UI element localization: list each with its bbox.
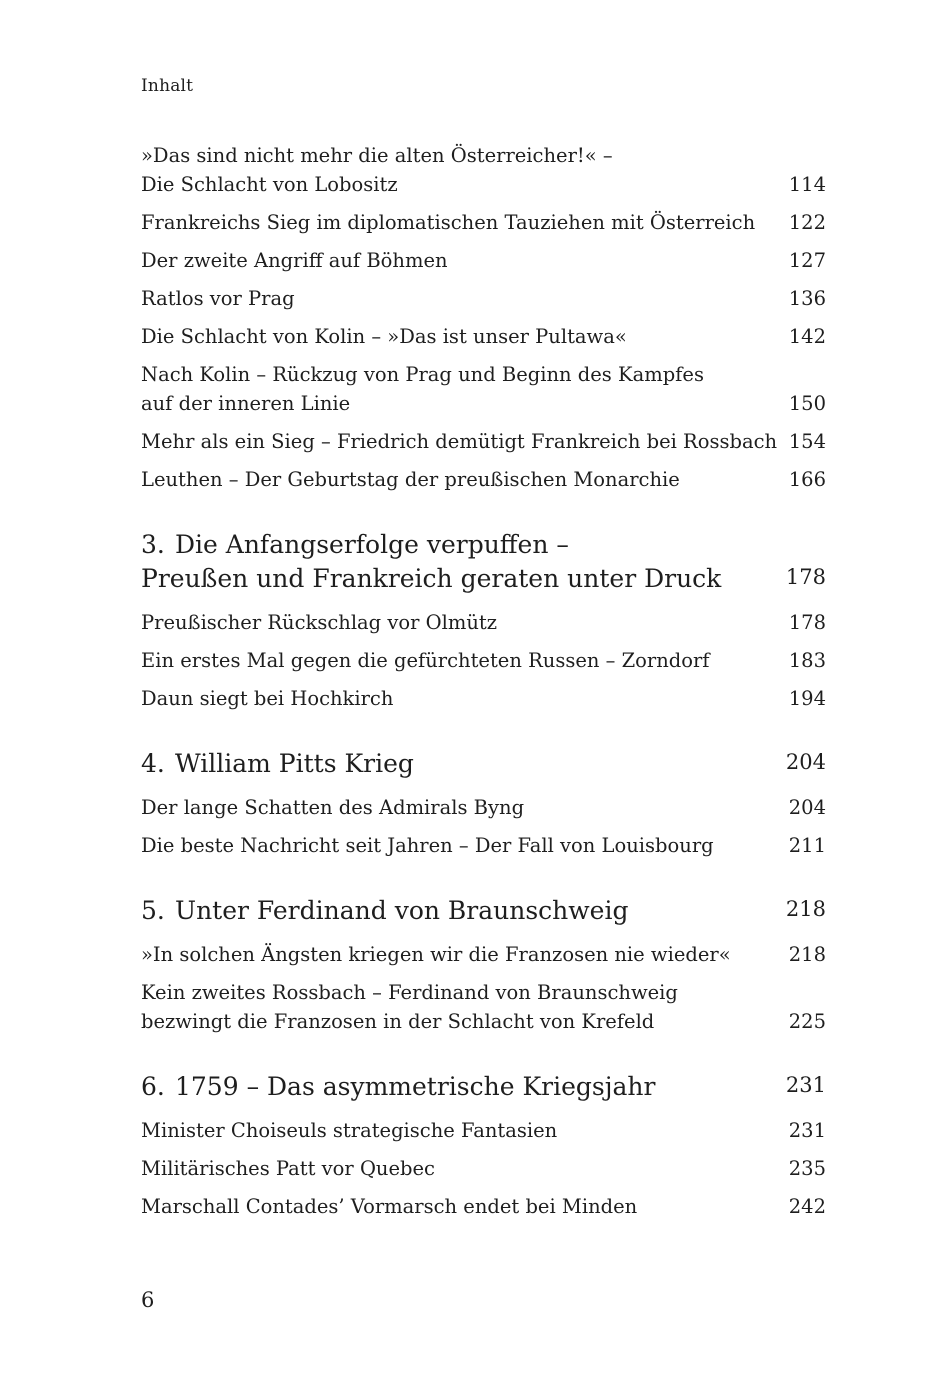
toc-title-line: Die Schlacht von Lobositz: [141, 173, 398, 196]
toc-page-number: 235: [788, 1157, 826, 1180]
toc-title-line: »Das sind nicht mehr die alten Österreicher!« –: [141, 144, 613, 167]
toc-page-number: 178: [788, 611, 826, 634]
toc-title-line: Marschall Contades’ Vormarsch endet bei Minden: [141, 1195, 638, 1218]
chapter-title: Die Anfangserfolge verpuffen –: [175, 530, 569, 559]
toc-chapter-entry: [141, 1070, 826, 1104]
toc-entry-title: [141, 646, 766, 675]
toc-entry: [141, 141, 826, 199]
toc-entry-title: [141, 360, 766, 418]
toc-page-number: 218: [785, 897, 826, 921]
toc-page-number: 142: [788, 325, 826, 348]
chapter-number: 3.: [141, 530, 165, 559]
toc-chapter-entry: [141, 894, 826, 928]
toc-entry-title: [141, 894, 766, 928]
toc-title-line: Die beste Nachricht seit Jahren – Der Fall von Louisbourg: [141, 834, 714, 857]
table-of-contents: [141, 141, 826, 1230]
toc-entry: [141, 1116, 826, 1145]
toc-title-line: Mehr als ein Sieg – Friedrich demütigt Frankreich bei Rossbach: [141, 430, 778, 453]
toc-title-line: Der zweite Angriff auf Böhmen: [141, 249, 448, 272]
running-head: Inhalt: [141, 76, 194, 96]
toc-entry-title: [141, 322, 766, 351]
toc-page-number: 183: [788, 649, 826, 672]
chapter-title: William Pitts Krieg: [175, 749, 414, 778]
toc-entry: [141, 646, 826, 675]
toc-entry-title: [141, 1192, 766, 1221]
toc-entry: [141, 940, 826, 969]
toc-entry-title: [141, 978, 766, 1036]
toc-entry-title: [141, 608, 766, 637]
toc-title-line: Nach Kolin – Rückzug von Prag und Beginn des Kampfes: [141, 363, 704, 386]
chapter-title: 1759 – Das asymmetrische Kriegsjahr: [175, 1072, 656, 1101]
toc-entry-title: [141, 831, 766, 860]
toc-title-line: Preußen und Frankreich geraten unter Druck: [141, 564, 722, 593]
toc-title-line: Preußischer Rückschlag vor Olmütz: [141, 611, 498, 634]
toc-entry: [141, 831, 826, 860]
toc-page-number: 204: [788, 796, 826, 819]
toc-page-number: 204: [785, 750, 826, 774]
toc-entry: [141, 465, 826, 494]
chapter-number: 5.: [141, 896, 165, 925]
toc-page-number: 218: [788, 943, 826, 966]
toc-title-line: [141, 894, 766, 928]
toc-title-line: Ein erstes Mal gegen die gefürchteten Russen – Zorndorf: [141, 649, 710, 672]
toc-entry-title: [141, 1070, 766, 1104]
toc-title-line: [141, 1070, 766, 1104]
toc-entry: [141, 427, 826, 456]
toc-entry-title: [141, 793, 766, 822]
toc-entry: [141, 360, 826, 418]
toc-chapter-entry: [141, 528, 826, 596]
toc-entry: [141, 684, 826, 713]
toc-page-number: 225: [788, 1010, 826, 1033]
toc-title-line: Leuthen – Der Geburtstag der preußischen Monarchie: [141, 468, 680, 491]
toc-entry-title: [141, 940, 766, 969]
toc-page-number: 127: [788, 249, 826, 272]
toc-title-line: Kein zweites Rossbach – Ferdinand von Braunschweig: [141, 981, 678, 1004]
toc-title-line: Ratlos vor Prag: [141, 287, 295, 310]
toc-entry-title: [141, 141, 766, 199]
toc-title-line: Militärisches Patt vor Quebec: [141, 1157, 435, 1180]
toc-page-number: 231: [788, 1119, 826, 1142]
toc-entry: [141, 608, 826, 637]
toc-page-number: 150: [788, 392, 826, 415]
toc-title-line: Frankreichs Sieg im diplomatischen Tauziehen mit Österreich: [141, 211, 756, 234]
toc-entry-title: [141, 427, 778, 456]
toc-page-number: 211: [788, 834, 826, 857]
chapter-title: Unter Ferdinand von Braunschweig: [175, 896, 629, 925]
toc-entry: [141, 978, 826, 1036]
toc-entry-title: [141, 528, 766, 596]
chapter-number: 4.: [141, 749, 165, 778]
toc-title-line: Der lange Schatten des Admirals Byng: [141, 796, 525, 819]
toc-title-line: auf der inneren Linie: [141, 392, 351, 415]
toc-entry: [141, 246, 826, 275]
toc-title-line: »In solchen Ängsten kriegen wir die Franzosen nie wieder«: [141, 943, 731, 966]
toc-entry: [141, 322, 826, 351]
toc-title-line: Die Schlacht von Kolin – »Das ist unser Pultawa«: [141, 325, 627, 348]
toc-entry: [141, 793, 826, 822]
page-number: 6: [141, 1288, 155, 1312]
toc-page-number: 154: [788, 430, 826, 453]
toc-page-number: 231: [785, 1073, 826, 1097]
toc-title-line: bezwingt die Franzosen in der Schlacht von Krefeld: [141, 1010, 655, 1033]
toc-title-line: [141, 528, 766, 562]
toc-page-number: 178: [785, 565, 826, 589]
toc-title-line: [141, 747, 766, 781]
toc-entry-title: [141, 208, 766, 237]
toc-chapter-entry: [141, 747, 826, 781]
toc-entry: [141, 1154, 826, 1183]
toc-page-number: 194: [788, 687, 826, 710]
toc-page-number: 122: [788, 211, 826, 234]
toc-entry-title: [141, 246, 766, 275]
toc-entry-title: [141, 684, 766, 713]
toc-entry-title: [141, 1154, 766, 1183]
toc-title-line: Minister Choiseuls strategische Fantasien: [141, 1119, 558, 1142]
toc-page-number: 242: [788, 1195, 826, 1218]
toc-entry-title: [141, 1116, 766, 1145]
toc-title-line: Daun siegt bei Hochkirch: [141, 687, 394, 710]
toc-entry: [141, 284, 826, 313]
toc-entry-title: [141, 465, 766, 494]
toc-entry: [141, 208, 826, 237]
chapter-number: 6.: [141, 1072, 165, 1101]
toc-page-number: 166: [788, 468, 826, 491]
toc-entry-title: [141, 747, 766, 781]
toc-page-number: 114: [788, 173, 826, 196]
toc-entry-title: [141, 284, 766, 313]
toc-entry: [141, 1192, 826, 1221]
toc-page-number: 136: [788, 287, 826, 310]
